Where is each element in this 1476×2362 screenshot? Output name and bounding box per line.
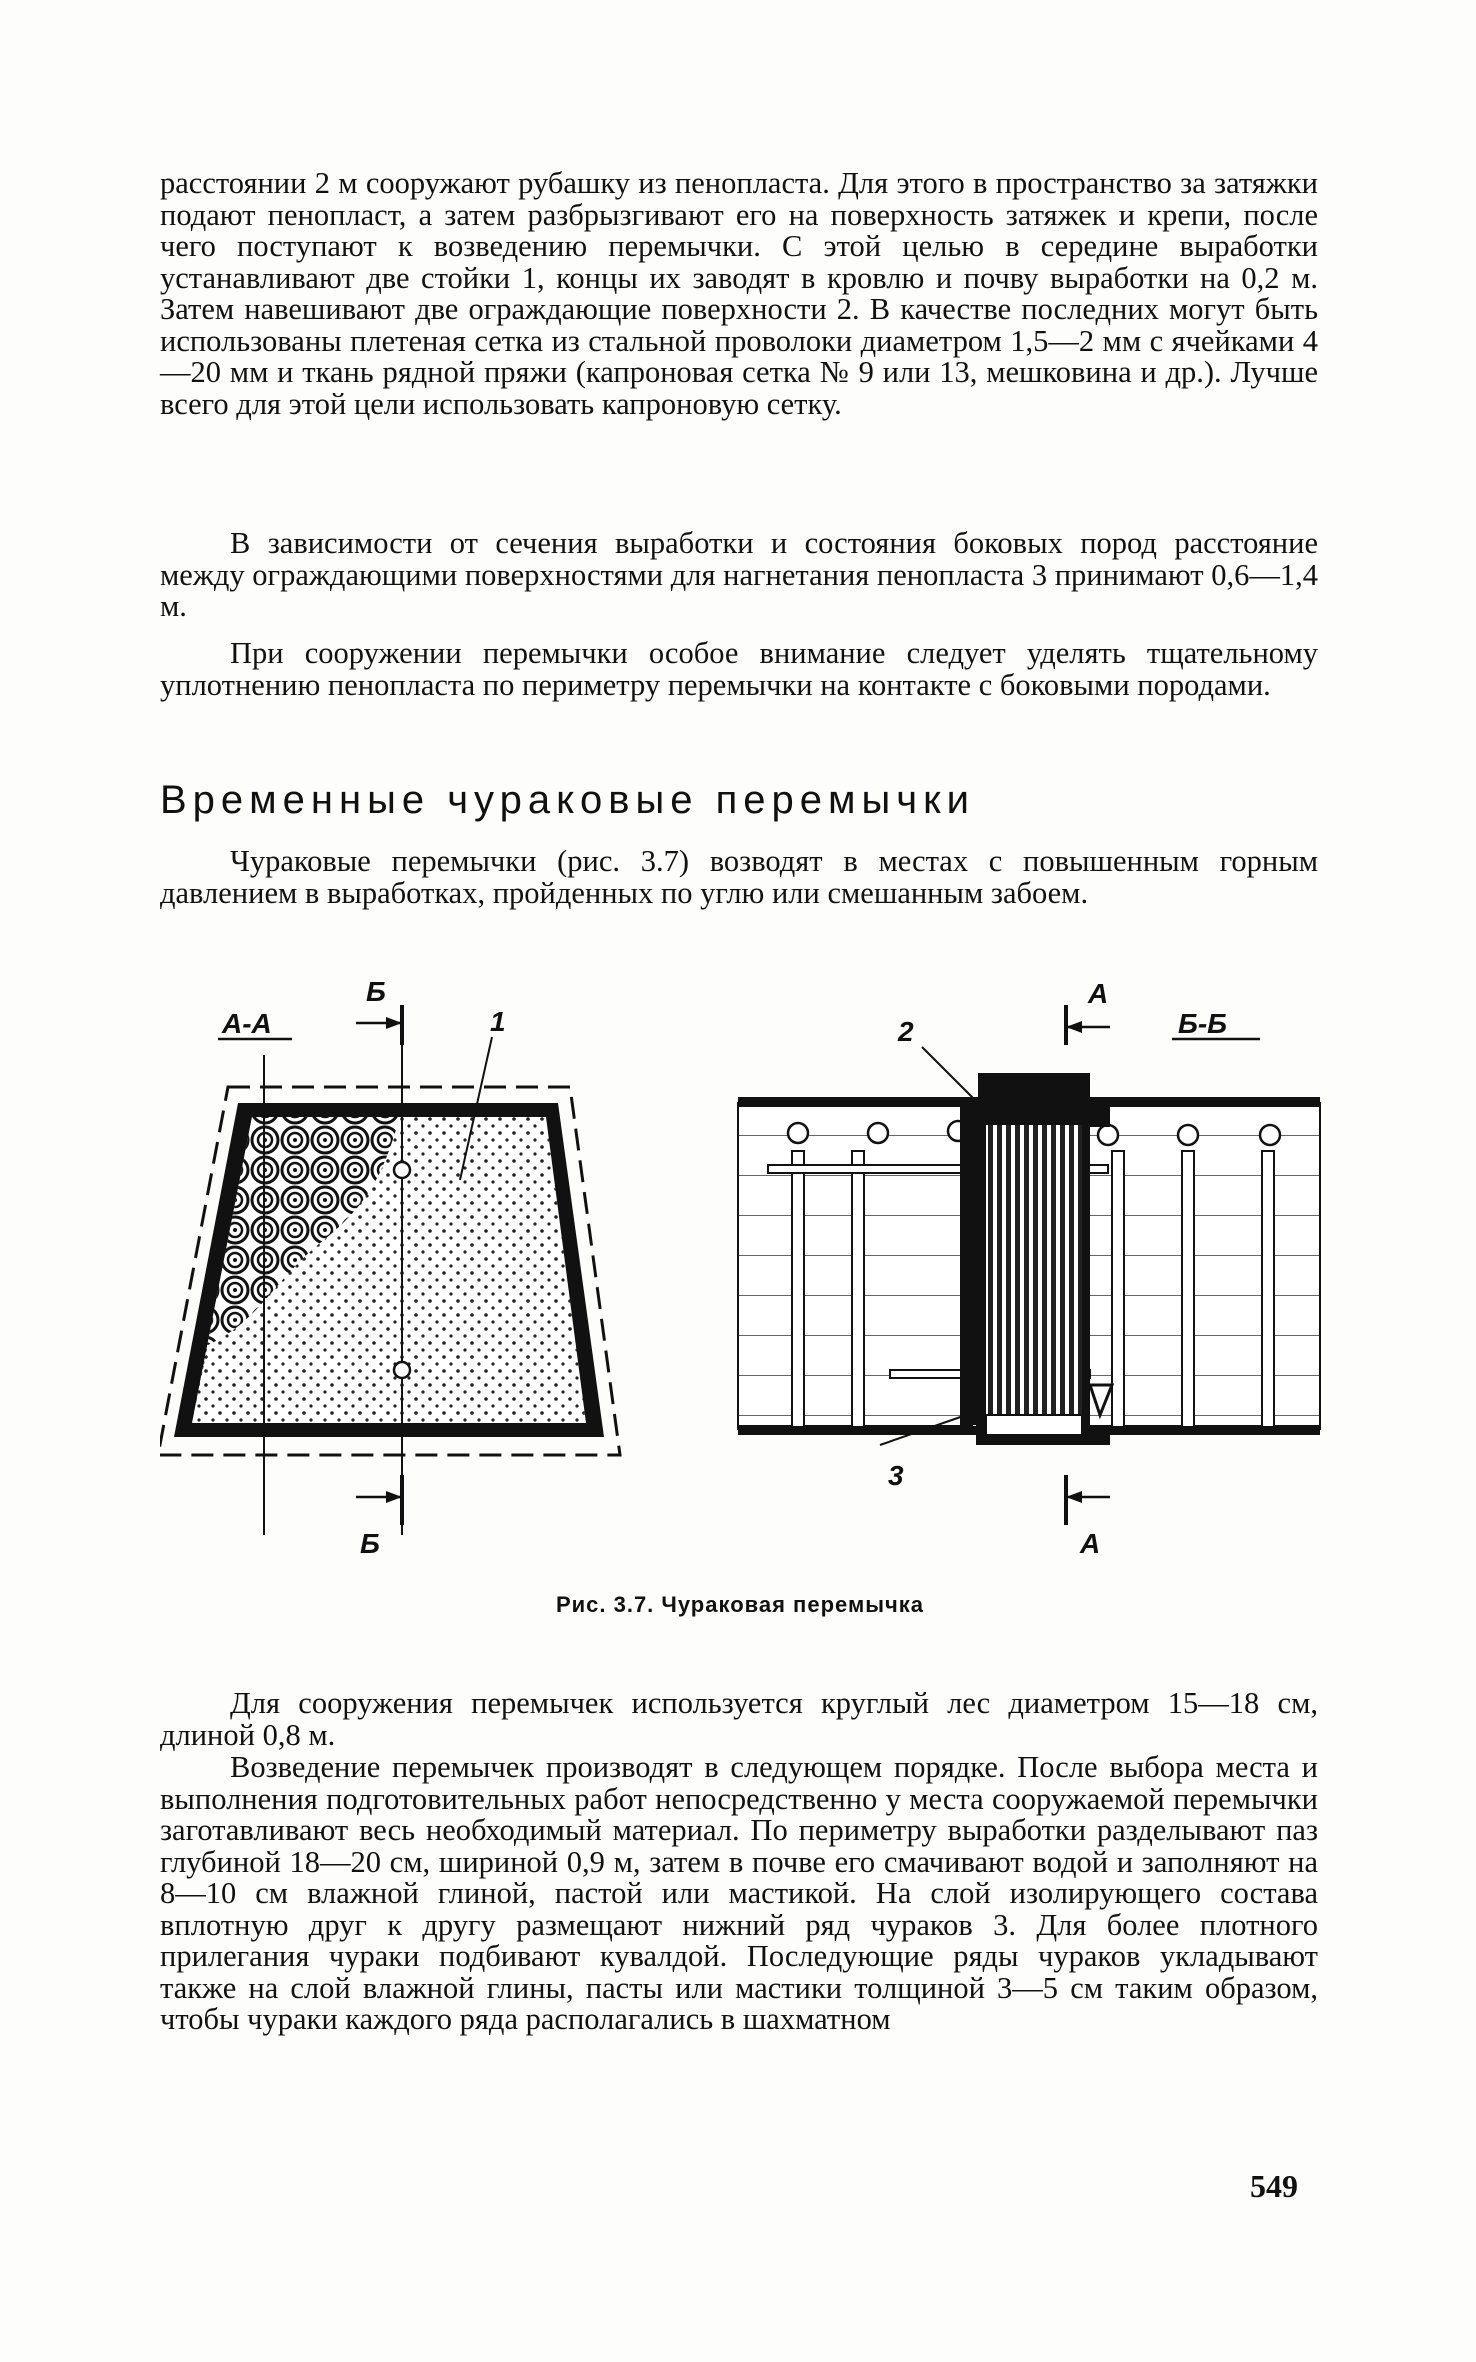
figure-3-7 [160, 975, 1330, 1575]
figure-caption: Рис. 3.7. Чураковая перемычка [555, 1592, 925, 1617]
page-number: 549 [1250, 2168, 1298, 2204]
label-cut-b-top: Б [366, 976, 386, 1007]
label-cut-b-bottom: Б [360, 1528, 380, 1559]
label-cut-a-bottom: А [1080, 1528, 1101, 1559]
clay-layer [986, 1415, 1082, 1435]
paragraph-1: расстоянии 2 м сооружают рубашку из пенопласта. Для этого в пространство за затяжки подают пенопласт, а затем разбрызгивают его на поверхность затяжек и крепи, после чего поступают к возведению перемычки. С этой целью в середине выработки устанавливают две стойки 1, концы их заводят в кровлю и почву выработки на 0,2 м. Затем навешивают две ограждающие поверхности 2. В качестве последних могут быть использованы плетеная сетка из стальной проволоки диаметром 1,5—2 мм с ячейками 4—20 мм и ткань рядной пряжи (капроновая сетка № 9 или 13, мешковина и др.). Лучше всего для этой цели использовать капроновую сетку. [160, 166, 1318, 421]
paragraph-3: При сооружении перемычки особое внимание следует уделять тщательному уплотнению пенопласта по периметру перемычки на контакте с боковыми породами. [160, 636, 1318, 702]
section-aa-view [160, 975, 620, 1535]
paragraph-2: В зависимости от сечения выработки и состояния боковых пород расстояние между ограждающими поверхностями для нагнетания пенопласта 3 принимают 0,6—1,4 м. [160, 526, 1318, 623]
paragraph-5: Для сооружения перемычек используется круглый лес диаметром 15—18 см, длиной 0,8 м. [160, 1686, 1318, 1752]
label-section-aa: А-А [222, 1008, 272, 1039]
label-1: 1 [490, 1006, 506, 1037]
label-2: 2 [898, 1016, 914, 1047]
label-section-bb: Б-Б [1178, 1008, 1227, 1039]
label-cut-a-top: А [1088, 978, 1109, 1009]
label-3: 3 [888, 1460, 904, 1491]
section-bb-view [738, 978, 1320, 1559]
paragraph-6: Возведение перемычек производят в следующем порядке. После выбора места и выполнения подготовительных работ непосредственно у места сооружаемой перемычки заготавливают весь необходимый материал. По периметру выработки разделывают паз глубиной 18—20 см, шириной 0,9 м, затем в почве его смачивают водой и заполняют на 8—10 см влажной глиной, пастой или мастикой. На слой изолирующего состава вплотную друг к другу размещают нижний ряд чураков 3. Для более плотного прилегания чураки подбивают кувалдой. Последующие ряды чураков укладывают также на слой влажной глины, пасты или мастики толщиной 3—5 см таким образом, чтобы чураки каждого ряда располагались в шахматном [160, 1750, 1318, 2036]
chock-rows [986, 1125, 1082, 1419]
section-heading: Временные чураковые перемычки [160, 778, 975, 822]
paragraph-4: Чураковые перемычки (рис. 3.7) возводят в местах с повышенным горным давлением в выработках, пройденных по углю или смешанным забоем. [160, 844, 1318, 910]
